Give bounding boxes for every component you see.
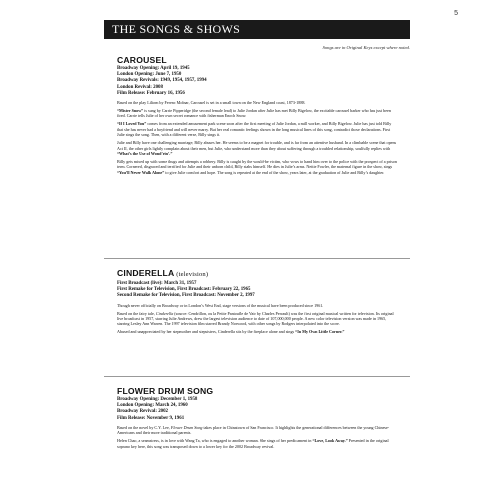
paragraph (117, 121, 397, 137)
paragraph-text: is sung by Carrie Pipperidge (the second female lead) to Julie Jordan after Julie has met Billy Bigelow, the excitable carousel barker who has just been fired. Carrie tells Julie of her own secret romance with fisherman Enoch Snow. (117, 108, 391, 119)
song-title: “You’ll Never Walk Alone” (117, 169, 165, 175)
fact-line: Broadway Revivals: 1949, 1954, 1957, 1994 (117, 78, 207, 84)
paragraph: Though never officially on Broadway or in London’s West End, stage versions of the musical have been produced since 1961. (117, 302, 324, 308)
song-title: “Love, Look Away.” (312, 438, 348, 444)
paragraph: Based on the play Liliom by Ferenc Molnar, Carousel is set in a small town on the New England coast, 1873-1888. (117, 100, 306, 106)
fact-line: Film Release: November 9, 1961 (117, 415, 185, 421)
paragraph (117, 159, 397, 175)
fact-line: Film Release: February 16, 1956 (117, 90, 185, 96)
fact-line: London Opening: June 7, 1950 (117, 72, 182, 78)
paragraph-text: to give Julie comfort and hope. The song is repeated at the end of the show, years later, at the graduation of Julie and Billy’s daughter. (164, 169, 385, 175)
paragraph-text: Abused and unappreciated by her stepmother and stepsisters, Cinderella sits by the fireplace alone and sings (117, 329, 296, 335)
show-facts (117, 281, 397, 300)
fact-line: Broadway Opening: April 19, 1945 (117, 66, 190, 71)
paragraph (117, 108, 397, 119)
song-title: “If I Loved You” (117, 121, 147, 127)
keys-note: Songs are in Original Keys except where noted. (322, 45, 410, 50)
cinderella-section (117, 268, 397, 337)
fact-line: Broadway Revival: 2002 (117, 409, 168, 415)
show-facts (117, 66, 397, 97)
page-number: 5 (454, 10, 458, 17)
show-facts (117, 397, 397, 422)
flower-drum-song-section (117, 386, 397, 452)
paragraph-text: Presented in the original soprano key here, this song was transposed down to a lower key for the 2002 Broadway revival. (117, 438, 389, 449)
show-title: FLOWER DRUM SONG (117, 386, 214, 396)
section-banner (104, 20, 410, 39)
paragraph-text: comes from an extended amusement park scene soon after the first meeting of Julie Jordan, a mill worker, and Billy Bigelow. Julie has just told Billy that she has never had a boyfriend and will never marry. But her real romantic feelings shown in the long musical lines of this song, contradict those declarations. First Julie sings the song. Then, with a different verse, Billy sings it. (117, 121, 392, 138)
paragraph-text: takes place in Chinatown of San Francisco. It highlights the generational differences between the young Chinese-Americans and their more traditional parents. (117, 424, 390, 436)
paragraph-text: Helen Chao, a seamstress, is in love with Wang Ta, who is engaged to another woman. She sings of her predicament in (117, 438, 313, 444)
fact-line: First Remake for Television, First Broadcast: February 22, 1965 (117, 287, 251, 293)
section-divider (104, 376, 410, 377)
paragraph (117, 438, 397, 449)
italic-title: Flower Drum Song (170, 424, 203, 430)
show-title-text: CINDERELLA (117, 268, 175, 278)
paragraph (117, 311, 397, 327)
italic-title: Cinderella (155, 310, 174, 316)
section-divider (104, 258, 410, 259)
paragraph (117, 329, 397, 334)
fact-line: Broadway Opening: December 1, 1958 (117, 397, 198, 402)
show-title: CAROUSEL (117, 55, 167, 65)
carousel-section (117, 55, 397, 178)
song-title: “Mister Snow” (117, 108, 144, 114)
paragraph-text: Julie and Billy have one challenging marriage; Billy abuses her. He seems to be a magnet for trouble, and is far from an attentive husband. In a climbable scene that opens Act II, the other girls lightly complain about their men, but Julie, who understand more than they about suffering through a troubled relationship, soulfully replies with (117, 140, 397, 151)
paragraph-text: Based on the fairy tale, (117, 310, 156, 316)
show-title-note: (television) (174, 271, 209, 278)
paragraph-text: Billy gets mixed up with some thugs and attempts a robbery. Billy is caught by the would-be victim, who vows to hand him over to the police with the prospect of a prison term. Cornered, disgraced and terrified for Julie and their unborn child, Billy stabs himself. He dies in Julie’s arms. Nettie Fowler, the maternal figure in the show, sings (117, 159, 397, 170)
song-title: “What’s the Use of Wond’rin’.” (117, 151, 173, 157)
fact-line: London Revival: 2008 (117, 84, 163, 90)
fact-line: First Broadcast (live): March 31, 1957 (117, 281, 197, 286)
paragraph (117, 140, 397, 156)
paragraph-text: (source: Cendrillon, ou la Petite Pantoufle de Vair by Charles Perrault) was the first original musical written for television. Its original live broadcast in 1957, starring Julie Andrews, drew the largest television audience to date of 107,000,000 people. A new color television version was made in 1965, starring Lesley Ann Warren. The 1997 television film starred Brandy Norwood, with other songs by Rodgers interpolated into the score. (117, 310, 394, 327)
show-title (117, 268, 397, 280)
fact-line: Second Remake for Television, First Broadcast: November 2, 1997 (117, 293, 255, 299)
song-title: “In My Own Little Corner.” (295, 329, 345, 335)
fact-line: London Opening: March 24, 1960 (117, 403, 188, 409)
banner-title: THE SONGS & SHOWS (112, 22, 241, 36)
paragraph (117, 425, 397, 436)
paragraph-text: Based on the novel by C.Y. Lee, (117, 424, 171, 430)
